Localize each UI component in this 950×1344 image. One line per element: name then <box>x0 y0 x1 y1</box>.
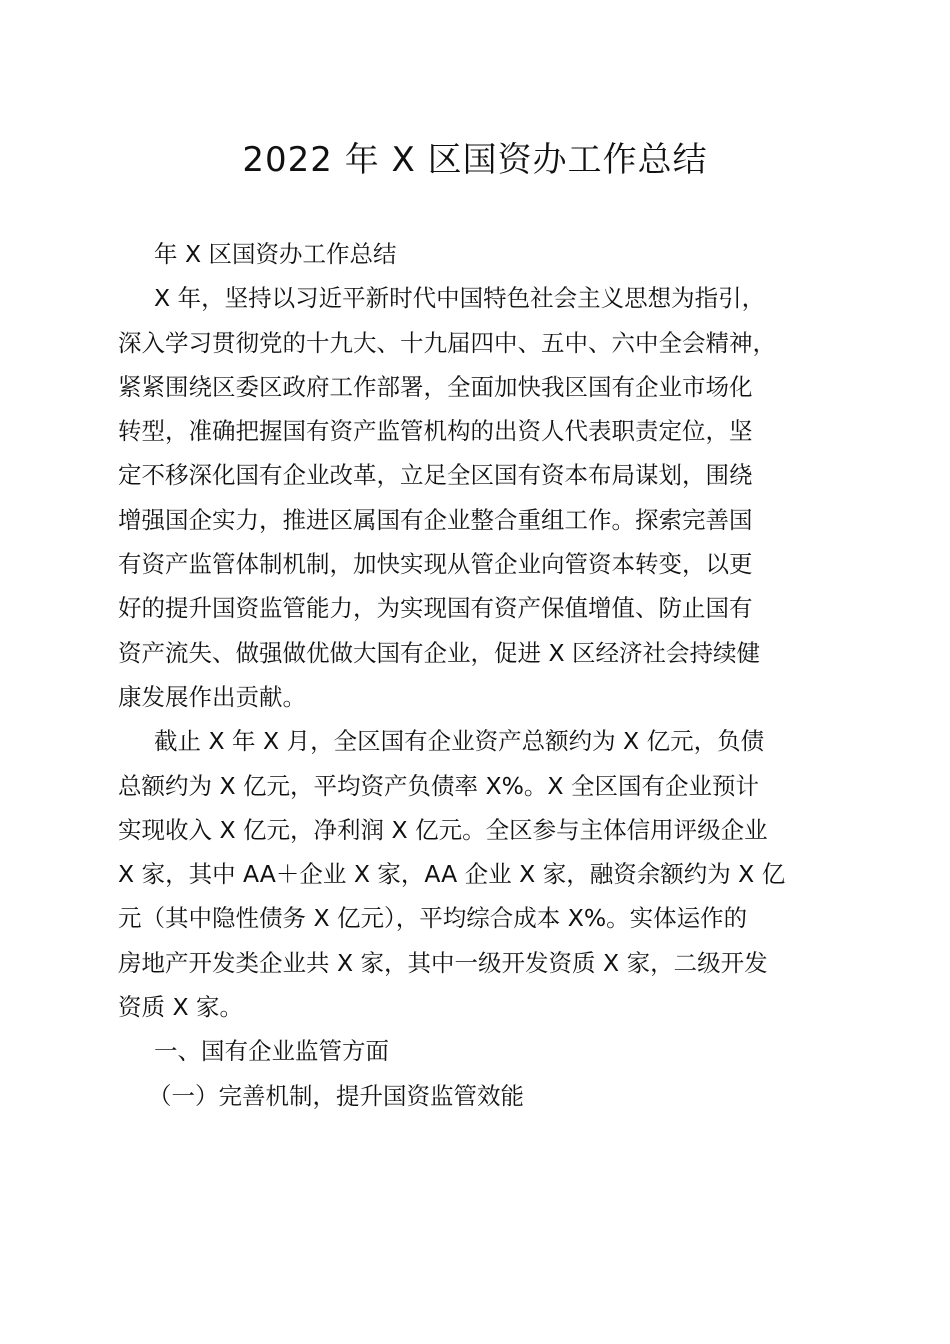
paragraph-1-line-2: 深入学习贯彻党的十九大、十九届四中、五中、六中全会精神， <box>118 328 776 357</box>
paragraph-2-line-4: X 家，其中 AA＋企业 X 家，AA 企业 X 家，融资余额约为 X 亿 <box>118 860 786 889</box>
document-title: 2022 年 X 区国资办工作总结 <box>242 140 708 180</box>
paragraph-2-line-6: 房地产开发类企业共 X 家，其中一级开发资质 X 家，二级开发 <box>118 948 768 977</box>
paragraph-1-line-7: 有资产监管体制机制，加快实现从管企业向管资本转变，以更 <box>118 550 753 579</box>
paragraph-1-line-4: 转型，准确把握国有资产监管机构的出资人代表职责定位，坚 <box>118 417 753 446</box>
paragraph-1-line-1: X 年，坚持以习近平新时代中国特色社会主义思想为指引， <box>154 284 766 313</box>
paragraph-1-line-8: 好的提升国资监管能力，为实现国有资产保值增值、防止国有 <box>118 594 753 623</box>
paragraph-1-line-10: 康发展作出贡献。 <box>118 682 306 711</box>
paragraph-2-line-2: 总额约为 X 亿元，平均资产负债率 X%。X 全区国有企业预计 <box>118 771 760 800</box>
paragraph-1-line-3: 紧紧围绕区委区政府工作部署，全面加快我区国有企业市场化 <box>118 372 753 401</box>
paragraph-2-line-3: 实现收入 X 亿元，净利润 X 亿元。全区参与主体信用评级企业 <box>118 815 768 844</box>
paragraph-1-line-5: 定不移深化国有企业改革，立足全区国有资本布局谋划，围绕 <box>118 461 753 490</box>
subsection-heading-1: （一）完善机制，提升国资监管效能 <box>148 1081 524 1110</box>
paragraph-1-line-9: 资产流失、做强做优做大国有企业，促进 X 区经济社会持续健 <box>118 638 761 667</box>
paragraph-heading-line: 年 X 区国资办工作总结 <box>154 240 397 268</box>
paragraph-2-line-1: 截止 X 年 X 月，全区国有企业资产总额约为 X 亿元，负债 <box>154 727 765 756</box>
paragraph-2-line-7: 资质 X 家。 <box>118 993 244 1022</box>
paragraph-1-line-6: 增强国企实力，推进区属国有企业整合重组工作。探索完善国 <box>118 505 753 534</box>
document-body <box>118 232 838 1118</box>
paragraph-2-line-5: 元（其中隐性债务 X 亿元），平均综合成本 X%。实体运作的 <box>118 904 748 933</box>
section-heading-1: 一、国有企业监管方面 <box>154 1037 389 1066</box>
